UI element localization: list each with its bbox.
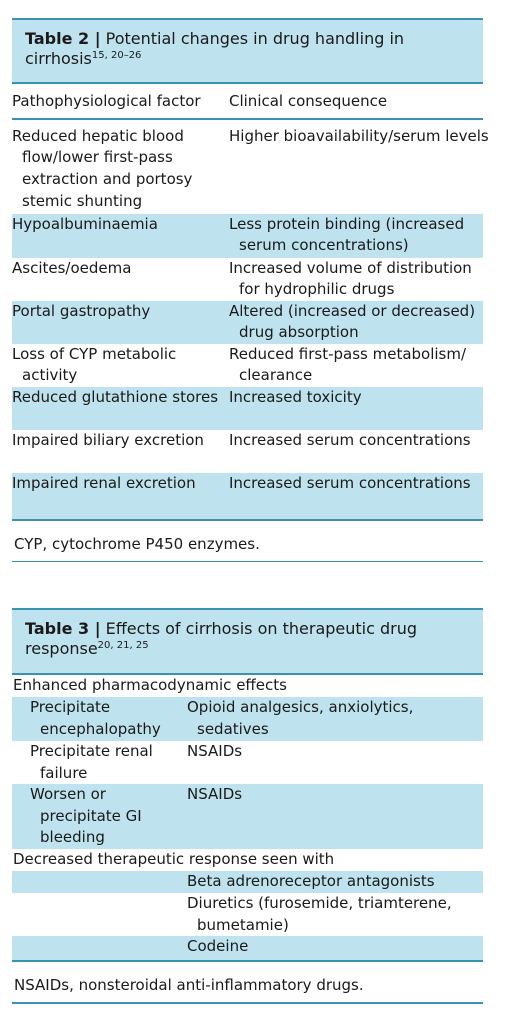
table-2-header-row	[12, 84, 483, 118]
table-row	[12, 697, 483, 741]
effect-cell: Precipitate renal failure	[30, 742, 153, 782]
consequence-cell: Increased toxicity	[229, 387, 362, 406]
effect-cell: Precipitate encephalopathy	[30, 698, 161, 738]
table-row	[12, 871, 483, 893]
table-row	[12, 893, 483, 936]
table-3-label: Table 3 |	[25, 619, 101, 638]
table-row	[12, 387, 483, 430]
table-3	[12, 608, 483, 1004]
factor-cell: Reduced glutathione stores	[12, 387, 219, 406]
table-row	[12, 258, 483, 301]
consequence-cell: Higher bioavailability/serum levels	[229, 126, 489, 145]
table-2-refs: 15, 20–26	[91, 50, 142, 61]
table-3-footnote: NSAIDs, nonsteroidal anti-inflammatory drugs.	[14, 976, 364, 994]
effect-cell: Worsen or precipitate GI bleeding	[30, 785, 142, 847]
table-row	[12, 430, 483, 473]
table-row	[12, 126, 489, 214]
table-row	[12, 344, 483, 387]
table-2-bottom-rule	[12, 561, 483, 563]
consequence-cell: Increased volume of distribution for hydrophilic drugs	[229, 258, 472, 299]
consequence-cell: Increased serum concentrations	[229, 473, 471, 492]
table-2-title: Potential changes in drug handling in cirrhosis	[25, 29, 405, 68]
table-3-bottom-rule	[12, 1002, 483, 1004]
section-header: Decreased therapeutic response seen with	[13, 850, 335, 868]
table-3-caption	[12, 610, 483, 673]
table-row	[12, 301, 483, 344]
drugs-cell: Beta adrenoreceptor antagonists	[187, 872, 435, 890]
factor-cell: Ascites/oedema	[12, 258, 132, 277]
table-3-refs: 20, 21, 25	[97, 640, 149, 651]
section-header: Enhanced pharmacodynamic effects	[13, 676, 287, 694]
factor-cell: Portal gastropathy	[12, 301, 151, 320]
consequence-cell: Reduced first-pass metabolism/ clearance	[229, 344, 467, 385]
table-2-col1-header: Pathophysiological factor	[12, 92, 201, 110]
table-2-label: Table 2 |	[25, 29, 101, 48]
drugs-cell: Codeine	[187, 937, 249, 955]
consequence-cell: Less protein binding (increased serum concentrations)	[229, 214, 465, 255]
factor-cell: Impaired biliary excretion	[12, 430, 204, 449]
table-2	[12, 18, 489, 562]
drugs-cell: NSAIDs	[187, 785, 243, 803]
factor-cell: Loss of CYP metabolic activity	[12, 344, 177, 385]
table-row	[12, 784, 483, 849]
table-2-col2-header: Clinical consequence	[229, 92, 388, 110]
factor-cell: Hypoalbuminaemia	[12, 214, 158, 233]
factor-cell: Reduced hepatic blood flow/lower first-pass extraction and portosy stemic shunting	[12, 126, 193, 210]
consequence-cell: Increased serum concentrations	[229, 430, 471, 449]
drugs-cell: Opioid analgesics, anxiolytics, sedatives	[187, 698, 414, 738]
table-row	[12, 214, 483, 258]
table-row	[12, 741, 483, 784]
drugs-cell: Diuretics (furosemide, triamterene, bumetamie)	[187, 894, 452, 934]
consequence-cell: Altered (increased or decreased) drug absorption	[229, 301, 476, 342]
table-2-footnote: CYP, cytochrome P450 enzymes.	[14, 534, 260, 553]
drugs-cell: NSAIDs	[187, 742, 243, 760]
table-row	[12, 473, 483, 519]
factor-cell: Impaired renal excretion	[12, 473, 196, 492]
table-2-caption	[12, 20, 483, 82]
table-row	[12, 936, 483, 960]
table-3-title: Effects of cirrhosis on therapeutic drug response	[25, 619, 418, 658]
